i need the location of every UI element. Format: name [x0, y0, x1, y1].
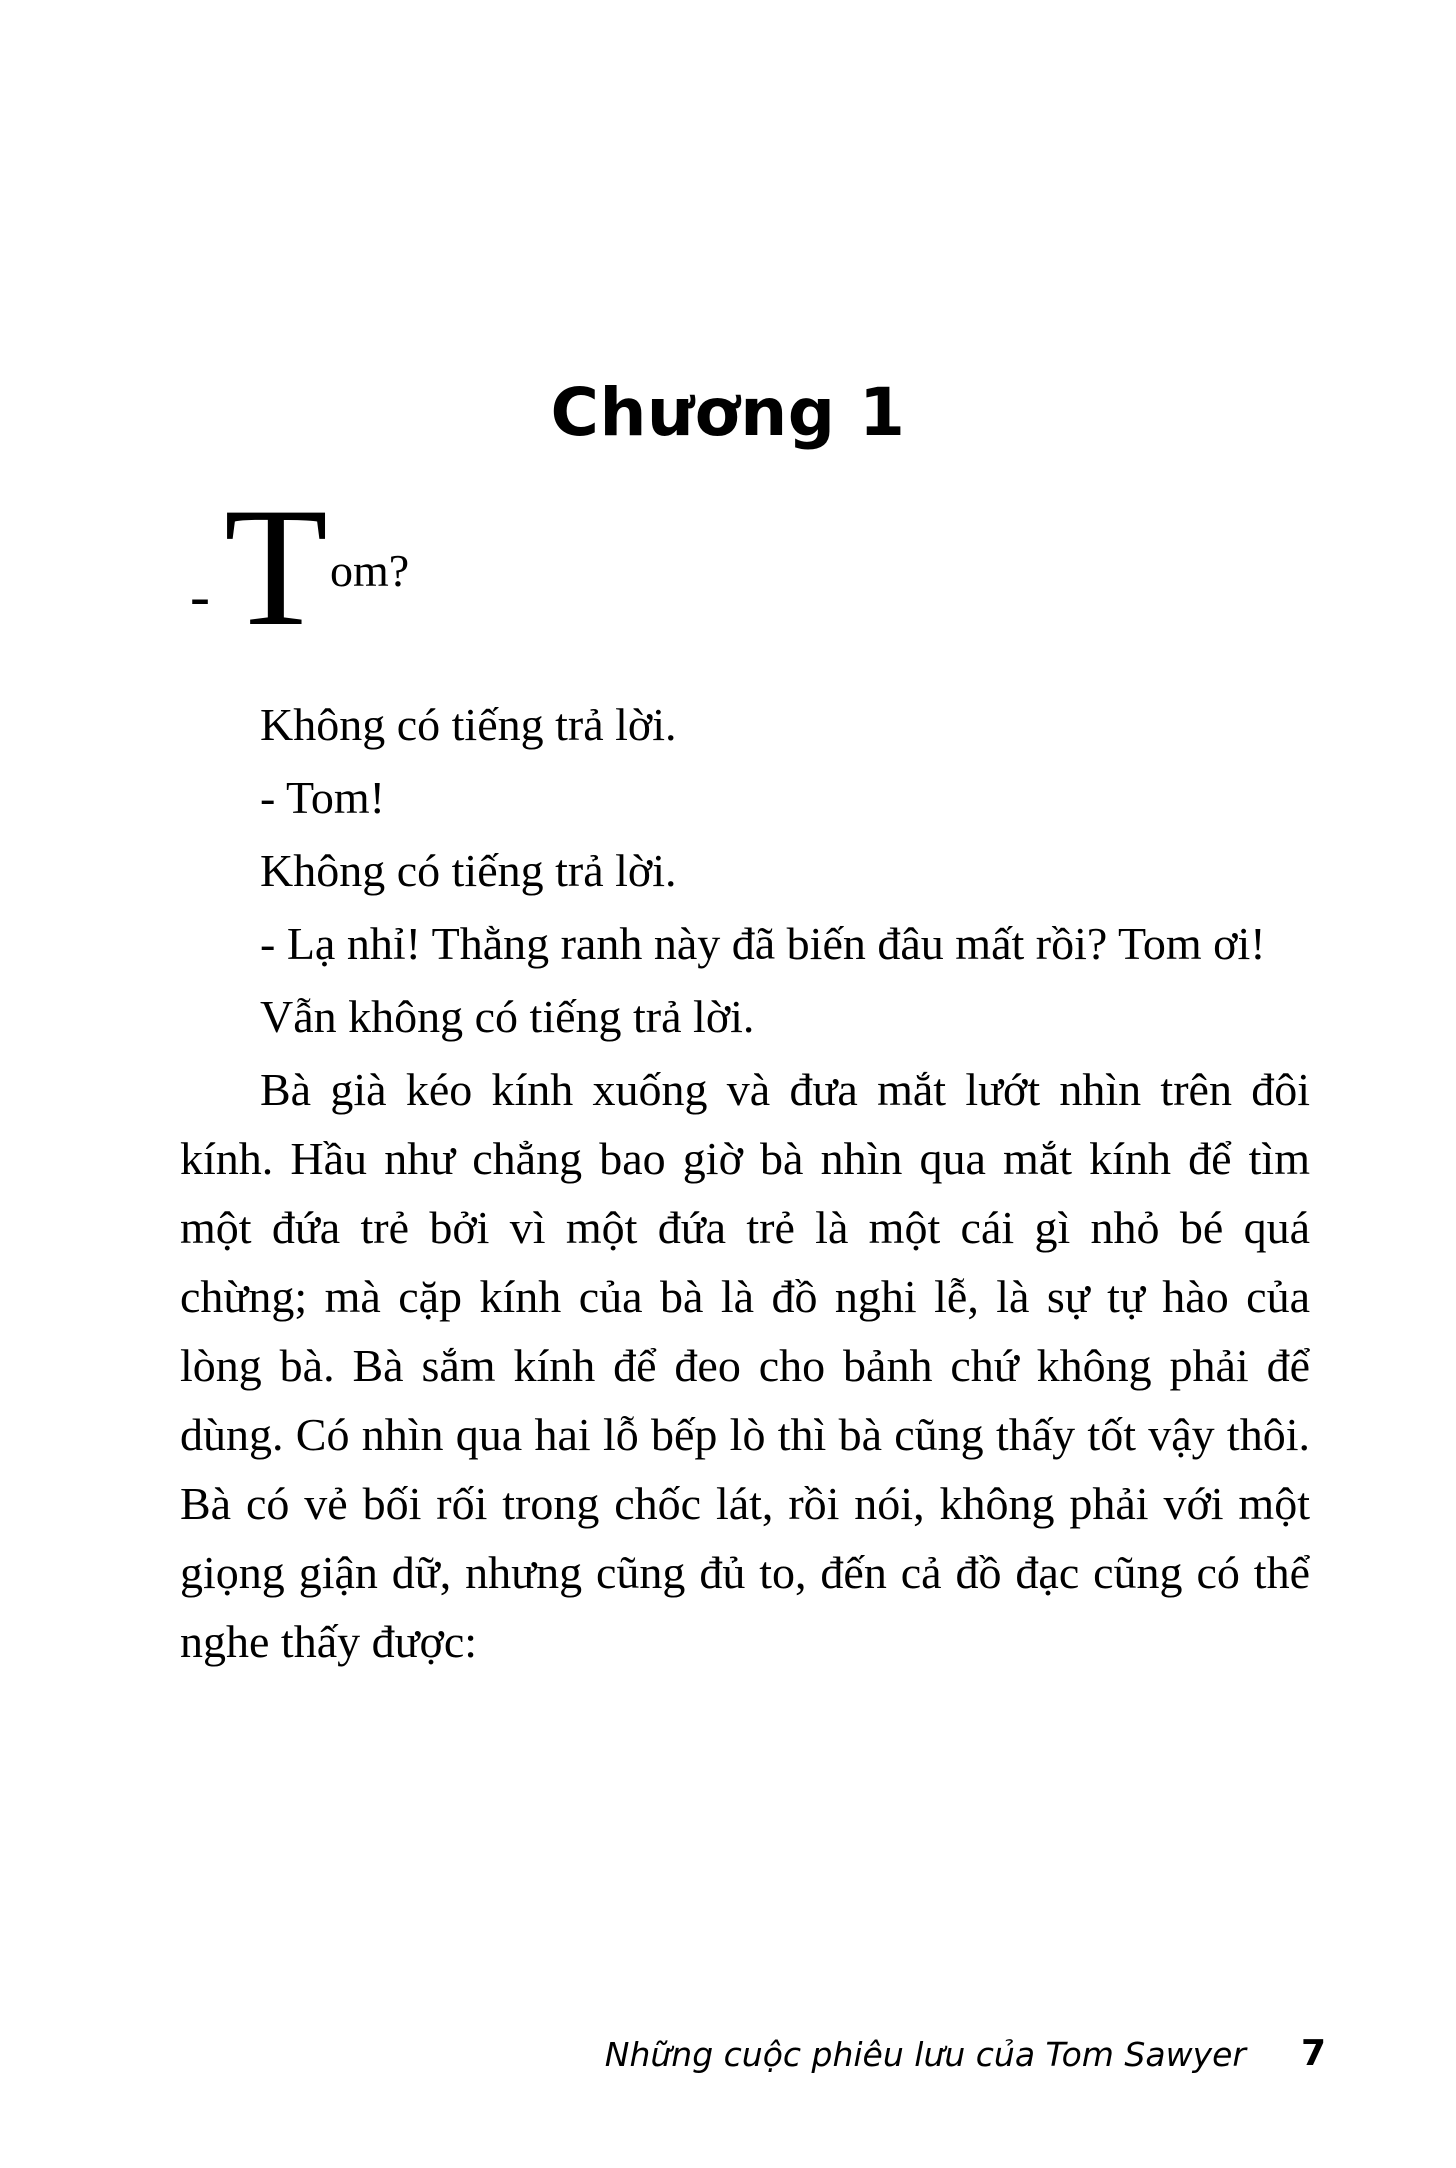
chapter-title: Chương 1 [550, 374, 906, 452]
body-text-block [180, 473, 1310, 1680]
paragraph: - Tom! [260, 772, 385, 823]
opening-line-remainder: om? [330, 545, 410, 596]
dialogue-dash: - [190, 563, 210, 629]
opening-line [180, 473, 1310, 680]
drop-cap-letter: T [224, 473, 328, 661]
page-number: 7 [1300, 2033, 1326, 2074]
paragraph: Vẫn không có tiếng trả lời. [260, 991, 755, 1042]
paragraph: Không có tiếng trả lời. [260, 845, 677, 896]
paragraph: - Lạ nhỉ! Thằng ranh này đã biến đâu mất rồi? Tom ơi! [260, 918, 1266, 969]
paragraph: Không có tiếng trả lời. [260, 699, 677, 750]
page-footer [0, 2035, 1456, 2095]
paragraph: Bà già kéo kính xuống và đưa mắt lướt nhìn trên đôi kính. Hầu như chẳng bao giờ bà nhìn qua mắt kính để tìm một đứa trẻ bởi vì một đứa trẻ là một cái gì nhỏ bé quá chừng; mà cặp kính của bà là đồ nghi lễ, là sự tự hào của lòng bà. Bà sắm kính để đeo cho bảnh chứ không phải để dùng. Có nhìn qua hai lỗ bếp lò thì bà cũng thấy tốt vậy thôi. Bà có vẻ bối rối trong chốc lát, rồi nói, không phải với một giọng giận dữ, nhưng cũng đủ to, đến cả đồ đạc cũng có thể nghe thấy được: [180, 1064, 1310, 1667]
running-title: Những cuộc phiêu lưu của Tom Sawyer [604, 2035, 1246, 2074]
